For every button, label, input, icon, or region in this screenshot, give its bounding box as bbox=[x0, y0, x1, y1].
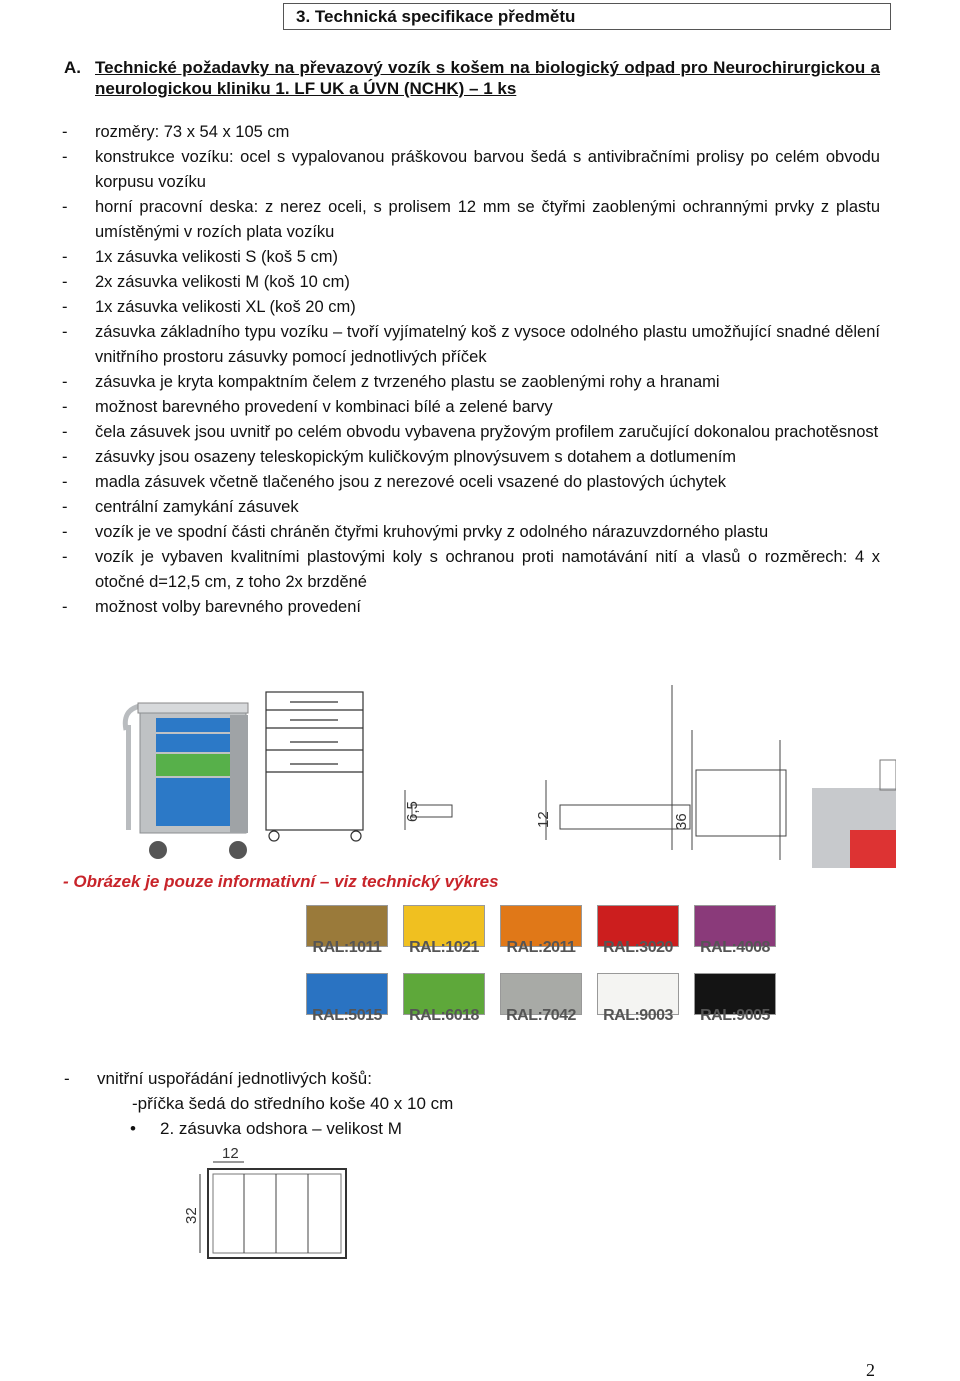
dash: - bbox=[62, 498, 68, 516]
ral-swatch bbox=[597, 973, 679, 1023]
spec-item-text: konstrukce vozíku: ocel s vypalovanou práškovou barvou šedá s antivibračními prolisy po celém obvodu korpusu vozíku bbox=[95, 148, 880, 191]
spec-item-text: vozík je ve spodní části chráněn čtyřmi kruhovými prvky z odolného nárazuvzdorného plastu bbox=[95, 523, 769, 541]
inner-dash-line: vnitřní uspořádání jednotlivých košů: bbox=[97, 1069, 372, 1088]
dash: - bbox=[62, 373, 68, 391]
basket-divider-drawing bbox=[180, 1142, 360, 1267]
ral-swatch bbox=[403, 905, 485, 955]
dash: - bbox=[62, 273, 68, 291]
ral-swatch-label: RAL:6018 bbox=[409, 1007, 479, 1024]
spec-item-text: čela zásuvek jsou uvnitř po celém obvodu vybavena pryžovým profilem zaručující dokonalou prachotěsnost bbox=[95, 423, 879, 441]
ral-swatch-label: RAL:3020 bbox=[603, 939, 673, 956]
cart-photo bbox=[125, 703, 248, 859]
spec-item bbox=[62, 470, 880, 495]
ral-swatch bbox=[694, 973, 776, 1023]
spec-item-text: zásuvka je kryta kompaktním čelem z tvrzeného plastu se zaoblenými rohy a hranami bbox=[95, 373, 720, 391]
ral-swatch-label: RAL:1011 bbox=[312, 939, 382, 956]
ral-swatch-label: RAL:9005 bbox=[700, 1007, 770, 1024]
spec-item bbox=[62, 545, 880, 595]
dim-side-label: 32 bbox=[183, 1207, 200, 1224]
spec-item-text: rozměry: 73 x 54 x 105 cm bbox=[95, 123, 290, 141]
ral-swatch-label: RAL:7042 bbox=[506, 1007, 576, 1024]
spec-item-text: vozík je vybaven kvalitními plastovými koly s ochranou proti namotávání nití a vlasů o rozměrech: 4 x otočné d=12,5 cm, z toho 2x brzděné bbox=[95, 548, 880, 591]
ral-swatch-label: RAL:2011 bbox=[506, 939, 576, 956]
inner-bullet-line: 2. zásuvka odshora – velikost M bbox=[160, 1119, 402, 1138]
ral-swatch bbox=[500, 973, 582, 1023]
drawer-dimension-drawings bbox=[405, 685, 786, 860]
ral-swatch bbox=[500, 905, 582, 955]
dash: - bbox=[62, 473, 68, 491]
page-number: 2 bbox=[866, 1360, 875, 1380]
heading-label: A. bbox=[64, 58, 81, 77]
dash: - bbox=[62, 248, 68, 266]
ral-swatch-label: RAL:1021 bbox=[409, 939, 479, 956]
spec-heading bbox=[64, 57, 880, 99]
spec-item-text: horní pracovní deska: z nerez oceli, s prolisem 12 mm se čtyřmi zaoblenými ochrannými prvky z plastu umístěnými v rozích plata vozíku bbox=[95, 198, 880, 241]
inner-sub-line: -příčka šedá do středního koše 40 x 10 cm bbox=[132, 1094, 454, 1113]
section-title: 3. Technická specifikace předmětu bbox=[283, 3, 891, 30]
spec-item-text: centrální zamykání zásuvek bbox=[95, 498, 299, 516]
ral-swatch bbox=[597, 905, 679, 955]
spec-item-text: možnost barevného provedení v kombinaci bílé a zelené barvy bbox=[95, 398, 553, 416]
dash: - bbox=[62, 548, 68, 566]
cart-front-drawing bbox=[266, 692, 363, 841]
dash: - bbox=[62, 198, 68, 216]
spec-item bbox=[62, 445, 880, 470]
spec-item bbox=[62, 295, 880, 320]
ral-swatch-label: RAL:4008 bbox=[700, 939, 770, 956]
dash: - bbox=[62, 523, 68, 541]
spec-item-text: 1x zásuvka velikosti S (koš 5 cm) bbox=[95, 248, 338, 266]
dash: - bbox=[62, 423, 68, 441]
spec-item bbox=[62, 270, 880, 295]
spec-item bbox=[62, 145, 880, 195]
ral-swatch-label: RAL:5015 bbox=[312, 1007, 382, 1024]
ral-swatch bbox=[403, 973, 485, 1023]
spec-item bbox=[62, 520, 880, 545]
dash: - bbox=[62, 148, 68, 166]
dim-label-1: 6,5 bbox=[404, 801, 421, 822]
spec-item-text: madla zásuvek včetně tlačeného jsou z nerezové oceli vsazené do plastových úchytek bbox=[95, 473, 727, 491]
spec-item-text: zásuvka základního typu vozíku – tvoří vyjímatelný koš z vysoce odolného plastu umožňující snadné dělení vnitřního prostoru zásuvky pomocí jednotlivých příček bbox=[95, 323, 880, 366]
spec-item bbox=[62, 320, 880, 370]
spec-item bbox=[62, 595, 880, 620]
basket-detail-photo bbox=[812, 760, 896, 868]
figure-caption: - Obrázek je pouze informativní – viz technický výkres bbox=[63, 872, 499, 891]
bullet-icon: • bbox=[130, 1119, 136, 1138]
spec-item-text: možnost volby barevného provedení bbox=[95, 598, 361, 616]
ral-swatch bbox=[306, 905, 388, 955]
spec-item bbox=[62, 495, 880, 520]
spec-item bbox=[62, 120, 880, 145]
spec-item-text: 1x zásuvka velikosti XL (koš 20 cm) bbox=[95, 298, 356, 316]
spec-item bbox=[62, 420, 880, 445]
dash: - bbox=[62, 448, 68, 466]
dim-top-label: 12 bbox=[222, 1145, 239, 1162]
spec-list bbox=[62, 120, 880, 620]
spec-item-text: 2x zásuvka velikosti M (koš 10 cm) bbox=[95, 273, 350, 291]
spec-item bbox=[62, 370, 880, 395]
heading-text: Technické požadavky na převazový vozík s košem na biologický odpad pro Neurochirurgickou a neurologickou kliniku 1. LF UK a ÚVN (NCHK) – 1 ks bbox=[95, 58, 880, 98]
spec-item bbox=[62, 245, 880, 270]
inner-layout-section bbox=[64, 1066, 664, 1141]
spec-item bbox=[62, 395, 880, 420]
ral-swatch-label: RAL:9003 bbox=[603, 1007, 673, 1024]
ral-swatch bbox=[694, 905, 776, 955]
dash: - bbox=[62, 598, 68, 616]
dim-label-2: 12 bbox=[535, 811, 552, 828]
dim-label-3: 36 bbox=[673, 813, 690, 830]
spec-item bbox=[62, 195, 880, 245]
spec-item-text: zásuvky jsou osazeny teleskopickým kuličkovým plnovýsuvem s dotahem a dotlumením bbox=[95, 448, 737, 466]
dash: - bbox=[64, 1069, 70, 1088]
dash: - bbox=[62, 398, 68, 416]
dash: - bbox=[62, 123, 68, 141]
ral-swatch bbox=[306, 973, 388, 1023]
dash: - bbox=[62, 323, 68, 341]
dash: - bbox=[62, 298, 68, 316]
